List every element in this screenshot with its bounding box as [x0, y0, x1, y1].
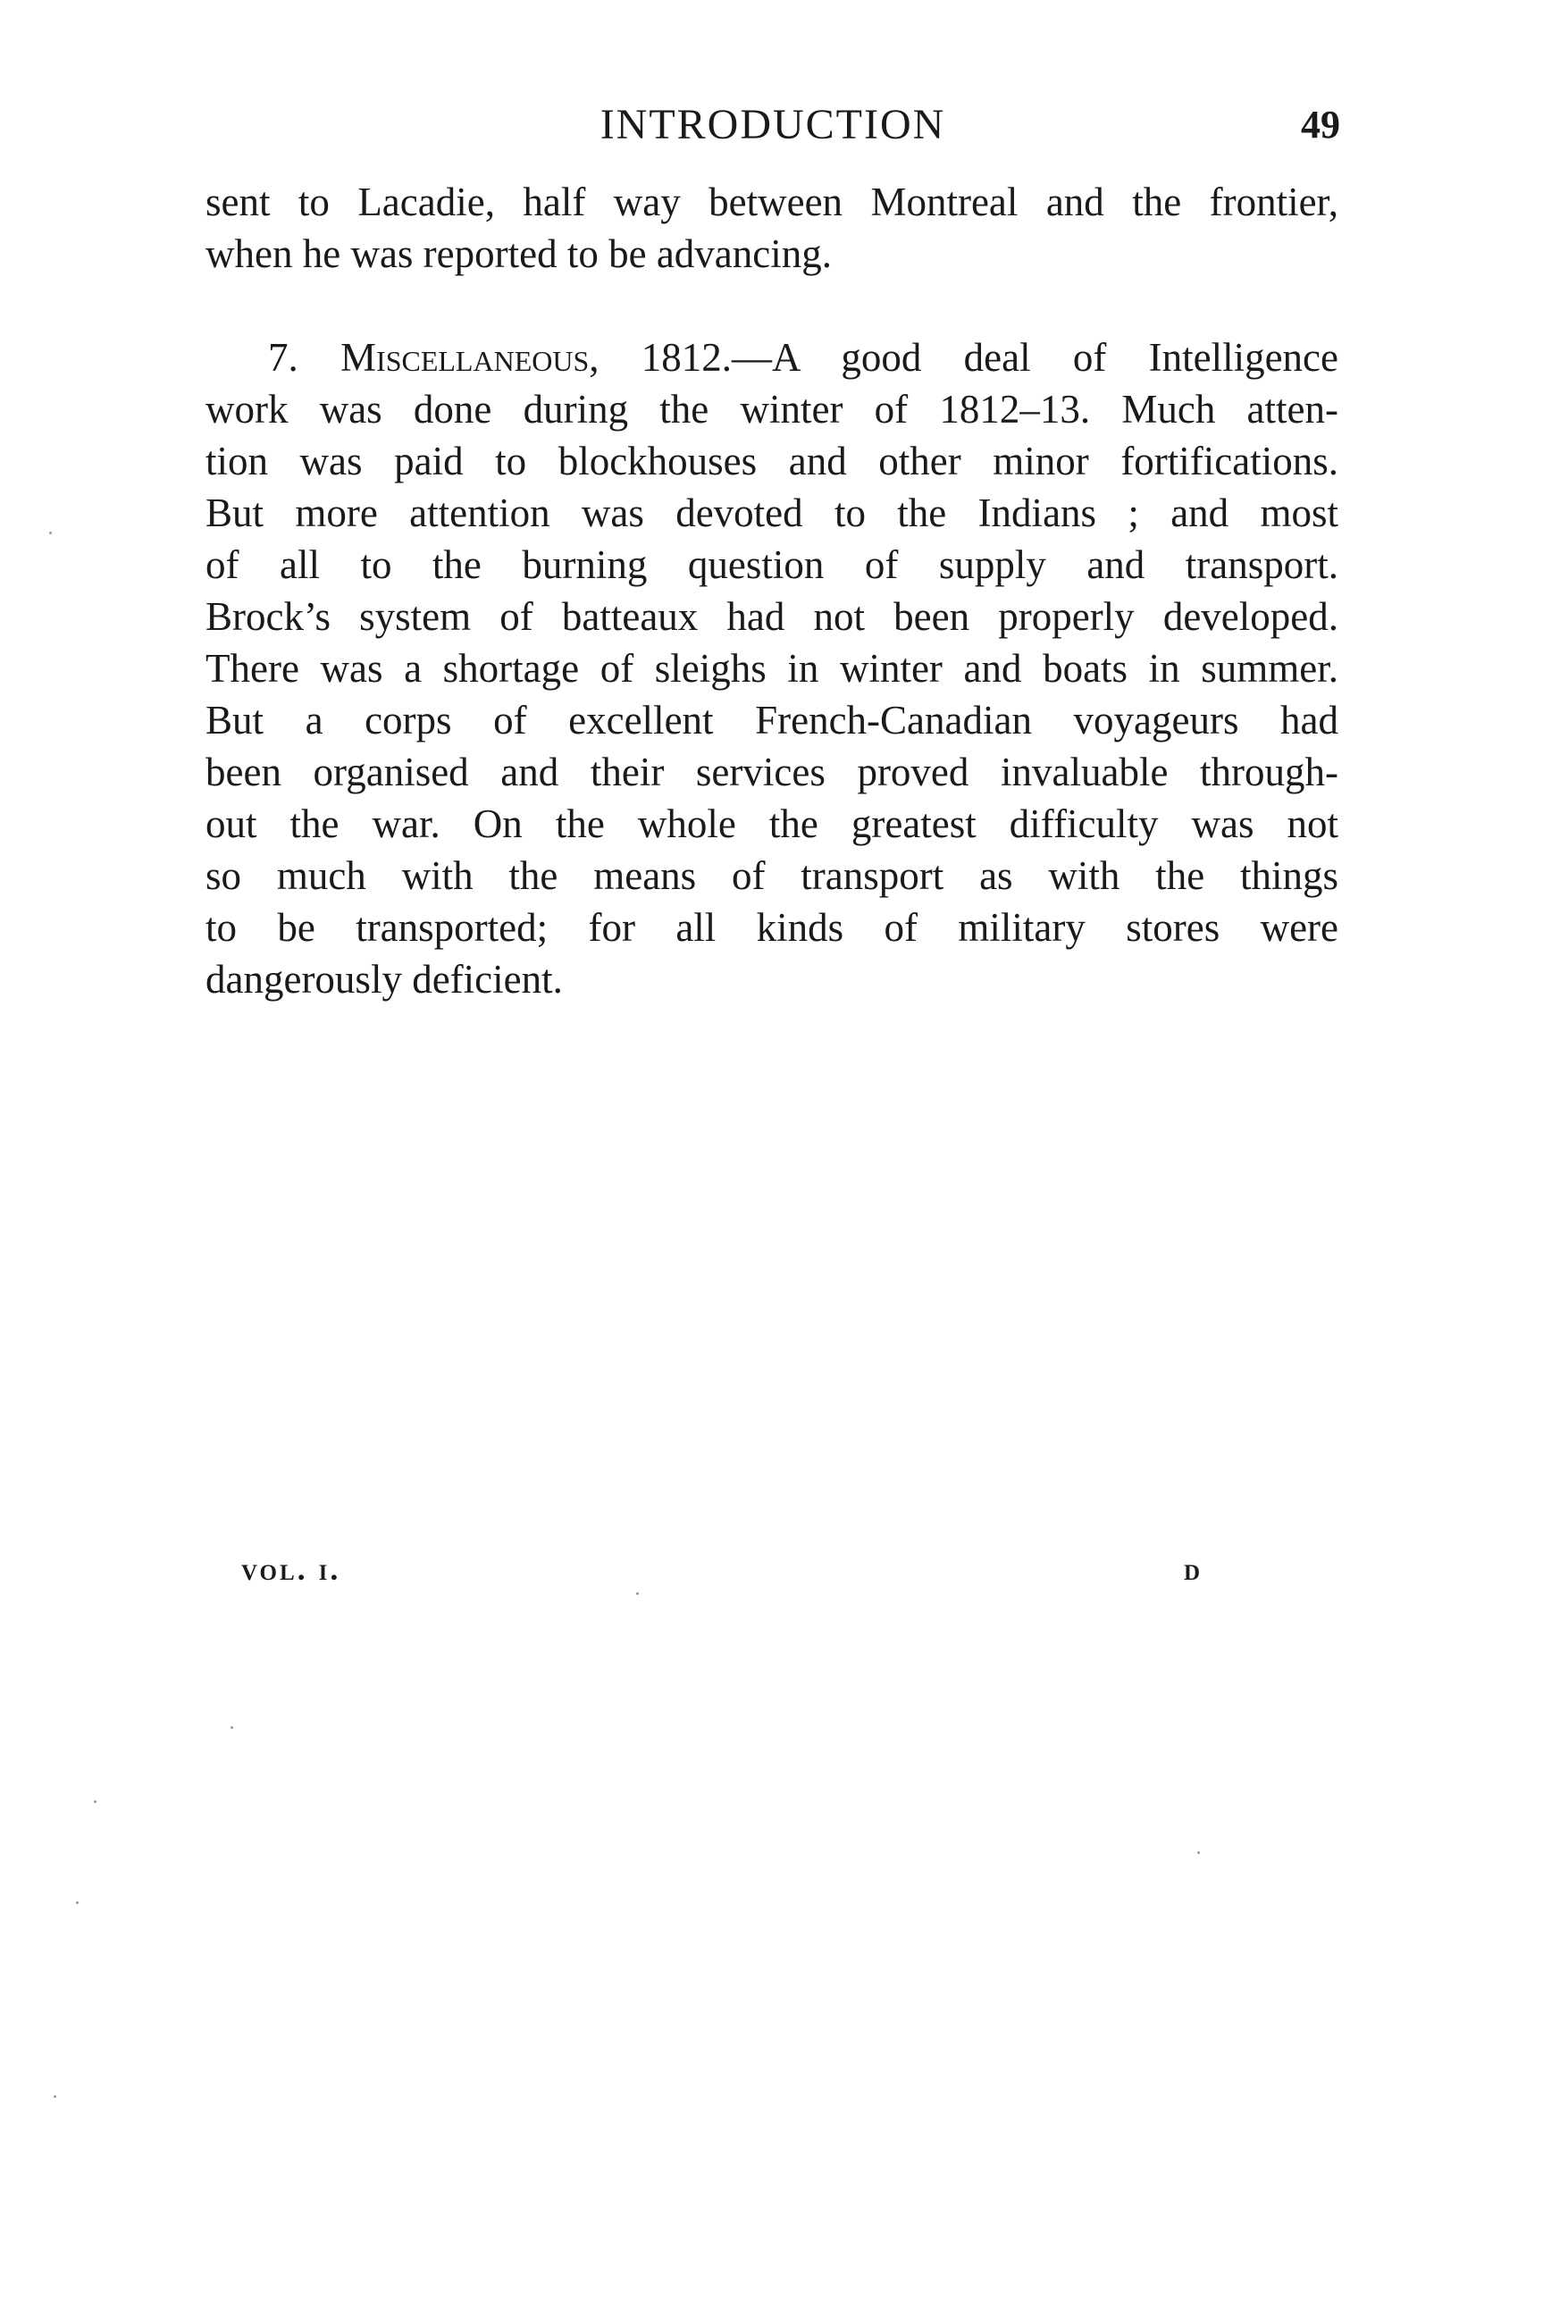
- text-line: so much with the means of transport as with the things: [205, 853, 1338, 898]
- scan-speck: [54, 2095, 56, 2098]
- section-number: 7.: [268, 335, 298, 380]
- text-line: work was done during the winter of 1812–13. Much atten-: [205, 387, 1338, 432]
- text-line: But a corps of excellent French-Canadian voyageurs had: [205, 698, 1338, 743]
- volume-signature: vol. i.: [241, 1551, 341, 1587]
- text-line: when he was reported to be advancing.: [205, 231, 832, 276]
- gathering-signature: d: [1184, 1551, 1203, 1587]
- text-line: tion was paid to blockhouses and other minor fortifications.: [205, 439, 1338, 483]
- text-line: sent to Lacadie, half way between Montreal and the frontier,: [205, 180, 1338, 224]
- scan-speck: [231, 1726, 233, 1729]
- scan-speck: [76, 1901, 79, 1904]
- text-line: been organised and their services proved invaluable through-: [205, 750, 1338, 794]
- text-line: There was a shortage of sleighs in winter and boats in summer.: [205, 646, 1338, 691]
- text-line: But more attention was devoted to the Indians ; and most: [205, 491, 1338, 535]
- running-head: [205, 89, 1340, 161]
- scan-speck: [94, 1800, 96, 1803]
- text-line: of all to the burning question of supply and transport.: [205, 542, 1338, 587]
- page-number: 49: [1301, 103, 1340, 147]
- text-line: dangerously deficient.: [205, 957, 563, 1002]
- scan-speck: [49, 532, 52, 534]
- section-first-line-text: —A good deal of Intelligence: [732, 335, 1338, 380]
- section-heading: Miscellaneous, 1812.: [340, 335, 733, 380]
- running-title: INTRODUCTION: [600, 101, 946, 148]
- scan-speck: [1197, 1851, 1200, 1854]
- text-line: out the war. On the whole the greatest difficulty was not: [205, 801, 1338, 846]
- scan-speck: [636, 1592, 639, 1595]
- text-line: to be transported; for all kinds of military stores were: [205, 905, 1338, 950]
- paragraph-first-line: [268, 332, 1338, 382]
- text-line: Brock’s system of batteaux had not been properly developed.: [205, 594, 1338, 639]
